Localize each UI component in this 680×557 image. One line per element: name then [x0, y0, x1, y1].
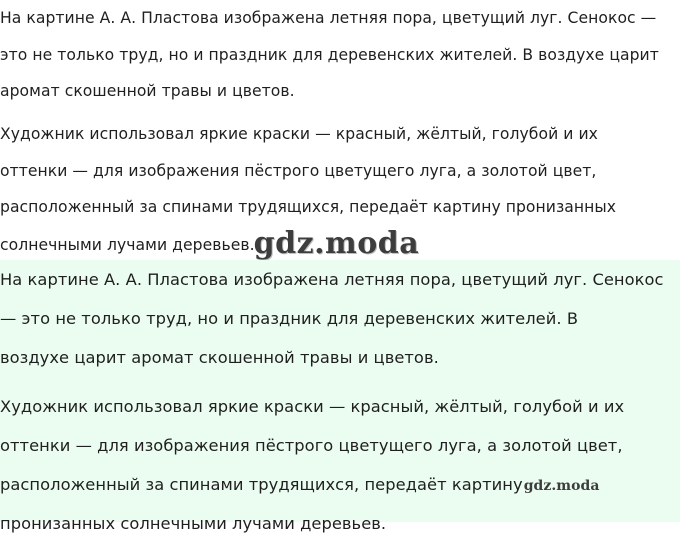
text-line: это не только труд, но и праздник для деревенских жителей. В воздухе царит	[0, 45, 659, 64]
highlighted-text-block	[0, 260, 680, 534]
text-fragment: солнечными лучами деревьев.	[0, 235, 255, 254]
text-line: воздухе царит аромат скошенной травы и цветов.	[0, 347, 439, 367]
paragraph	[0, 261, 664, 377]
text-line	[0, 226, 616, 264]
text-fragment: расположенный за спинами трудящихся, передаёт картину	[0, 474, 523, 494]
paragraph	[0, 116, 616, 263]
watermark-logo: gdz.moda	[253, 225, 420, 261]
text-line: расположенный за спинами трудящихся, передаёт картину пронизанных	[0, 198, 617, 216]
text-line	[0, 466, 624, 506]
answer-text-block	[0, 0, 680, 260]
text-line: оттенки — для изображения пёстрого цветущего луга, а золотой цвет,	[0, 435, 623, 455]
text-line: пронизанных солнечными лучами деревьев.	[0, 514, 387, 534]
text-line: Художник использовал яркие краски — красный, жёлтый, голубой и их	[0, 397, 625, 416]
text-line: — это не только труд, но и праздник для деревенских жителей. В	[0, 308, 579, 328]
text-line: На картине А. А. Пластова изображена летняя пора, цветущий луг. Сенокос	[0, 270, 664, 289]
paragraph	[0, 0, 659, 110]
text-line: На картине А. А. Пластова изображена летняя пора, цветущий луг. Сенокос —	[0, 9, 657, 27]
text-line: аромат скошенной травы и цветов.	[0, 82, 295, 100]
watermark-logo: gdz.moda	[523, 477, 600, 494]
text-line: Художник использовал яркие краски — красный, жёлтый, голубой и их	[0, 125, 598, 143]
text-line: оттенки — для изображения пёстрого цветущего луга, а золотой цвет,	[0, 161, 597, 180]
paragraph	[0, 388, 624, 544]
